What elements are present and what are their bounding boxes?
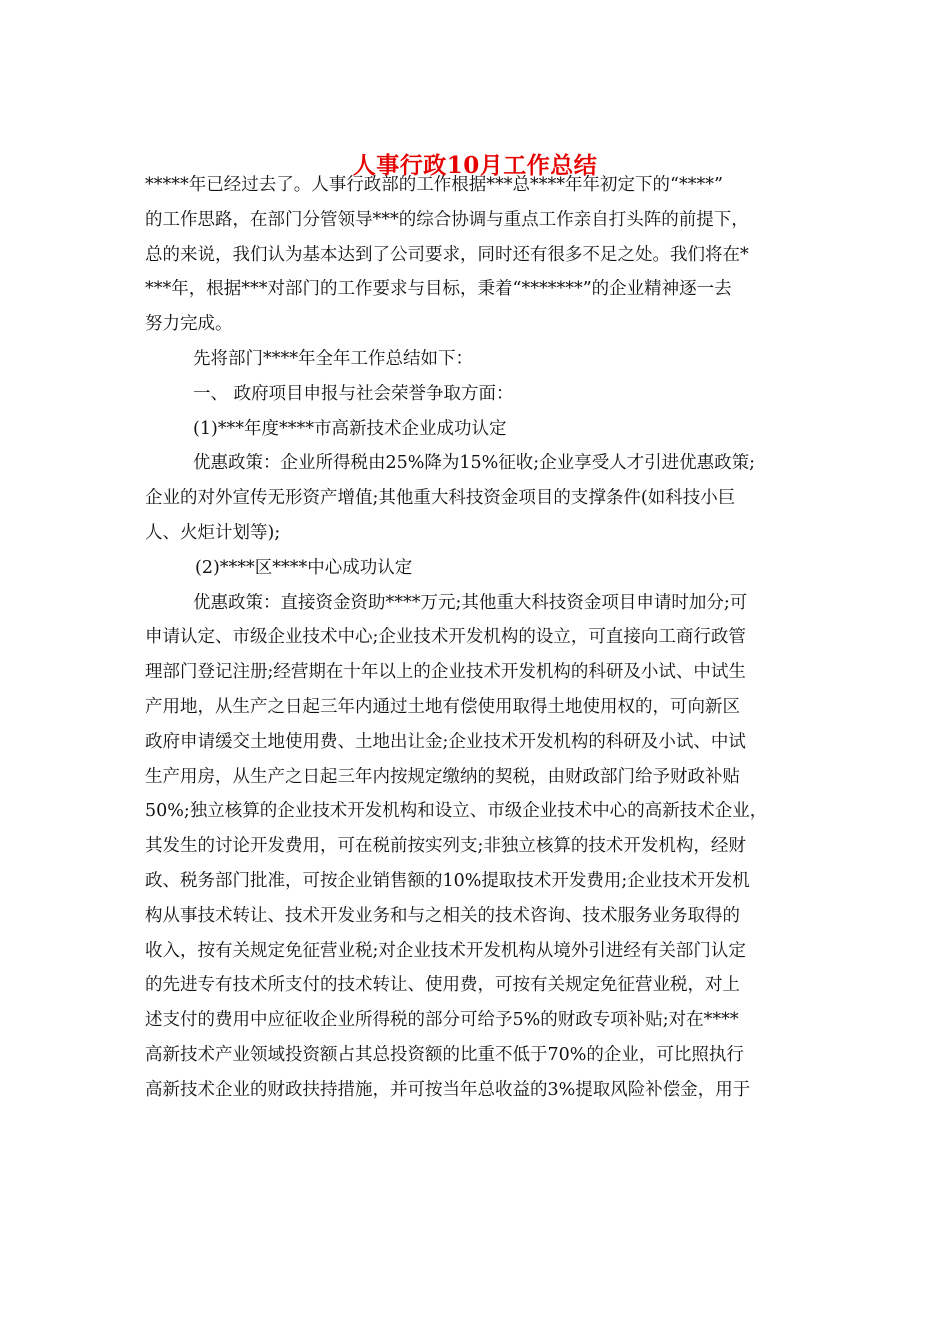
subsection-heading: (2)****区****中心成功认定: [195, 557, 413, 578]
text-line: 收入，按有关规定免征营业税;对企业技术开发机构从境外引进经有关部门认定: [145, 940, 746, 961]
text-line: 申请认定、市级企业技术中心;企业技术开发机构的设立，可直接向工商行政管: [145, 627, 746, 648]
text-line: 述支付的费用中应征收企业所得税的部分可给予5%的财政专项补贴;对在****: [145, 1010, 739, 1031]
text-line: 的工作思路，在部门分管领导***的综合协调与重点工作亲自打头阵的前提下，: [145, 209, 749, 230]
subsection-heading: (1)***年度****市高新技术企业成功认定: [193, 418, 507, 439]
text-line: 高新技术产业领域投资额占其总投资额的比重不低于70%的企业，可比照执行: [145, 1044, 744, 1065]
document-body: [145, 168, 805, 1108]
text-line: 高新技术企业的财政扶持措施，并可按当年总收益的3%提取风险补偿金，用于: [145, 1079, 751, 1100]
text-line: 企业的对外宣传无形资产增值;其他重大科技资金项目的支撑条件(如科技小巨: [145, 488, 736, 509]
document-title: 人事行政10月工作总结: [352, 152, 598, 179]
text-line: 理部门登记注册;经营期在十年以上的企业技术开发机构的科研及小试、中试生: [145, 662, 746, 683]
text-line: 生产用房，从生产之日起三年内按规定缴纳的契税，由财政部门给予财政补贴: [145, 766, 740, 787]
text-line: 50%;独立核算的企业技术开发机构和设立、市级企业技术中心的高新技术企业，: [145, 801, 768, 822]
text-line: ***年，根据***对部门的工作要求与目标，秉着“*******”的企业精神逐一去: [145, 279, 732, 300]
text-line: 人、火炬计划等);: [145, 522, 281, 543]
text-line: 先将部门****年全年工作总结如下：: [193, 348, 473, 369]
text-line: 的先进专有技术所支付的技术转让、使用费，可按有关规定免征营业税，对上: [145, 975, 740, 996]
text-line: *****年已经过去了。人事行政部的工作根据***总****年年初定下的“****”: [145, 175, 723, 195]
text-line: 构从事技术转让、技术开发业务和与之相关的技术咨询、技术服务业务取得的: [145, 905, 740, 926]
text-line: 优惠政策：企业所得税由25%降为15%征收;企业享受人才引进优惠政策;: [193, 453, 756, 474]
text-line: 努力完成。: [145, 314, 233, 335]
text-line: 产用地，从生产之日起三年内通过土地有偿使用取得土地使用权的，可向新区: [145, 696, 740, 717]
text-line: 政、税务部门批准，可按企业销售额的10%提取技术开发费用;企业技术开发机: [145, 870, 750, 891]
text-line: 政府申请缓交土地使用费、土地出让金;企业技术开发机构的科研及小试、中试: [145, 731, 746, 752]
section-heading: 一、 政府项目申报与社会荣誉争取方面：: [193, 383, 514, 404]
text-line: 总的来说，我们认为基本达到了公司要求，同时还有很多不足之处。我们将在*: [145, 244, 749, 265]
text-line: 其发生的讨论开发费用，可在税前按实列支;非独立核算的技术开发机构，经财: [145, 836, 746, 857]
text-line: 优惠政策：直接资金资助****万元;其他重大科技资金项目申请时加分;可: [193, 592, 748, 613]
